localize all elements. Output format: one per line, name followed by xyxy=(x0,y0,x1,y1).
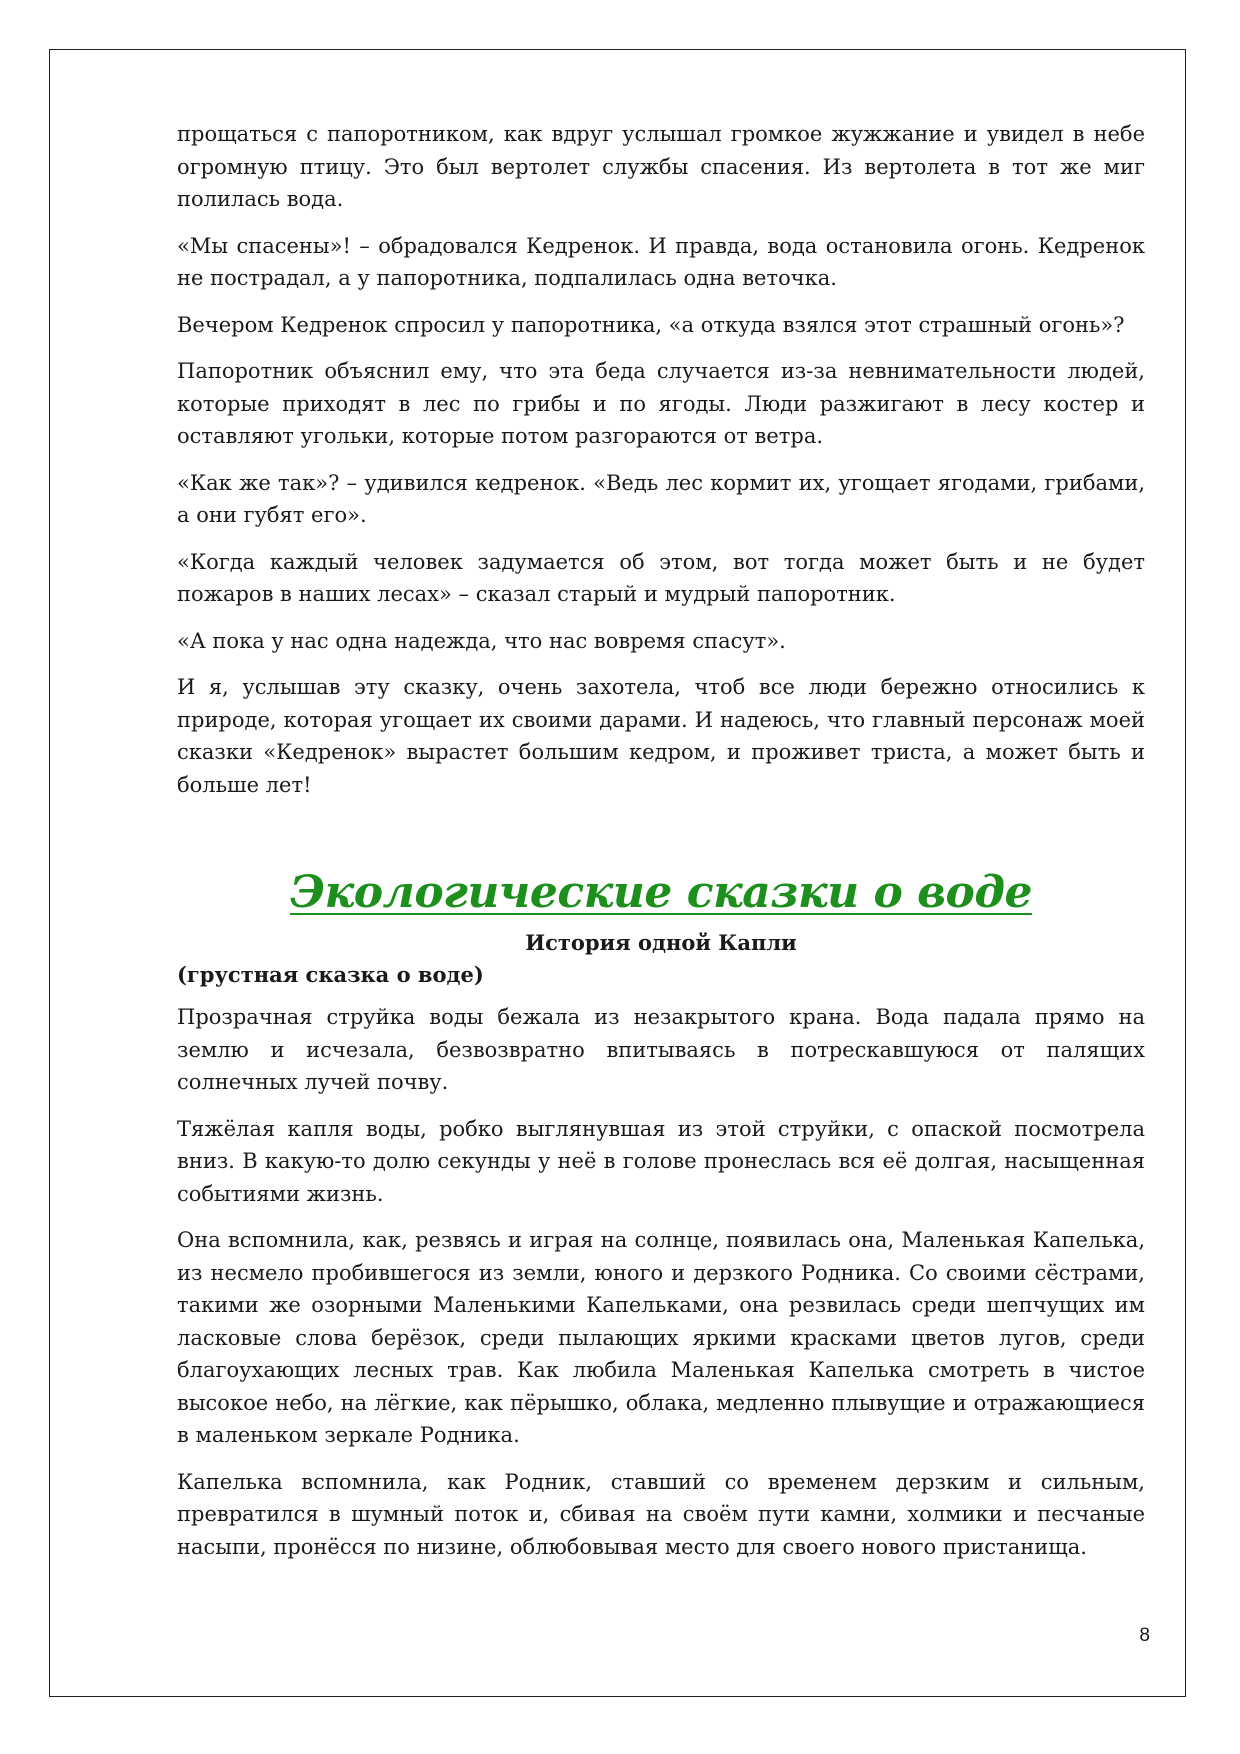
page-content xyxy=(177,118,1145,1577)
page-number: 8 xyxy=(1139,1625,1150,1646)
paragraph-hope: «А пока у нас одна надежда, что нас вовремя спасут». xyxy=(177,628,786,653)
paragraph-fern-explains: Папоротник объяснил ему, что эта беда случается из-за невнимательности людей, которые приходят в лес по грибы и по ягоды. Люди разжигают в лесу костер и оставляют угольки, которые потом разгораются от ветра. xyxy=(177,359,1145,448)
story-subtitle: (грустная сказка о воде) xyxy=(177,962,484,987)
paragraph-memories: Она вспомнила, как, резвясь и играя на солнце, появилась она, Маленькая Капелька, из несмело пробившегося из земли, юного и дерзкого Родника. Со своими сёстрами, такими же озорными Маленькими Капельками, она резвилась среди шепчущих им ласковые слова берёзок, среди пылающих яркими красками цветов лугов, среди благоухающих лесных трав. Как любила Маленькая Капелька смотреть в чистое высокое небо, на лёгкие, как пёрышко, облака, медленно плывущие и отражающиеся в маленьком зеркале Родника. xyxy=(177,1228,1145,1447)
paragraph-fern-rescue: прощаться с папоротником, как вдруг услышал громкое жужжание и увидел в небе огромную птицу. Это был вертолет службы спасения. Из вертолета в тот же миг полилась вода. xyxy=(177,122,1145,211)
paragraph-spring-stream: Капелька вспомнила, как Родник, ставший со временем дерзким и сильным, превратился в шумный поток и, сбивая на своём пути камни, холмики и песчаные насыпи, пронёсся по низине, облюбовывая место для своего нового пристанища. xyxy=(177,1469,1145,1559)
paragraph-evening-question: Вечером Кедренок спросил у папоротника, «а откуда взялся этот страшный огонь»? xyxy=(177,312,1125,337)
paragraph-conclusion: И я, услышав эту сказку, очень захотела, чтоб все люди бережно относились к природе, которая угощает их своими дарами. И надеюсь, что главный персонаж моей сказки «Кедренок» вырастет большим кедром, и проживет триста, а может быть и больше лет! xyxy=(177,675,1145,797)
story-title: История одной Капли xyxy=(525,930,797,955)
paragraph-wise-fern: «Когда каждый человек задумается об этом, вот тогда может быть и не будет пожаров в наших лесах» – сказал старый и мудрый папоротник. xyxy=(177,549,1145,606)
section-title: Экологические сказки о воде xyxy=(290,867,1032,918)
paragraph-heavy-drop: Тяжёлая капля воды, робко выглянувшая из этой струйки, с опаской посмотрела вниз. В какую-то долю секунды у неё в голове пронеслась вся её долгая, насыщенная событиями жизнь. xyxy=(177,1116,1145,1206)
paragraph-surprised: «Как же так»? – удивился кедренок. «Ведь лес кормит их, угощает ягодами, грибами, а они губят его». xyxy=(177,470,1145,527)
paragraph-saved: «Мы спасены»! – обрадовался Кедренок. И правда, вода остановила огонь. Кедренок не пострадал, а у папоротника, подпалилась одна веточка. xyxy=(177,233,1145,290)
paragraph-water-stream: Прозрачная струйка воды бежала из незакрытого крана. Вода падала прямо на землю и исчезала, безвозвратно впитываясь в потрескавшуюся от палящих солнечных лучей почву. xyxy=(177,1005,1145,1094)
